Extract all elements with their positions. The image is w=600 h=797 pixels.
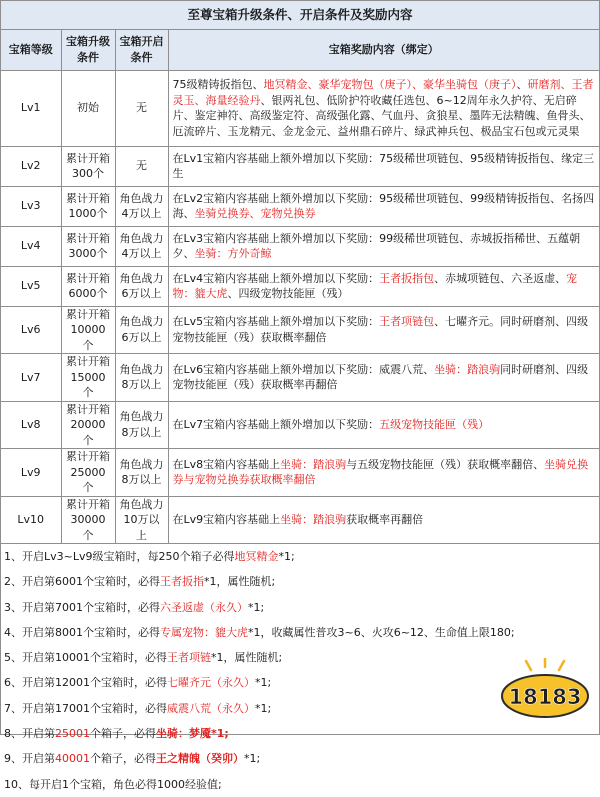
table-row (1, 70, 599, 146)
level-cell: Lv2 (1, 146, 61, 186)
table-row (1, 266, 599, 306)
level-cell: Lv3 (1, 186, 61, 226)
note-segment: *1; (255, 701, 272, 715)
reward-segment: 坐骑：踏浪驹 (280, 513, 347, 526)
note-segment: 5、开启第10001个宝箱时，必得 (4, 651, 167, 665)
open-condition-line: 角色战力 (119, 497, 164, 511)
note-segment: 专属宠物：貔大虎 (160, 625, 248, 639)
note-item (4, 772, 599, 797)
site-logo-18183 (499, 658, 591, 720)
note-segment: 4、开启第8001个宝箱时，必得 (4, 625, 160, 639)
reward-cell (168, 186, 599, 226)
table-row (1, 186, 599, 226)
reward-cell (168, 70, 599, 146)
upgrade-condition-cell (61, 449, 115, 497)
open-condition-cell (115, 306, 168, 354)
open-condition-line: 角色战力 (119, 315, 164, 329)
reward-segment: 坐骑兑换券、宠物兑换券 (194, 207, 316, 220)
upgrade-condition-line: 6000个 (68, 287, 108, 300)
level-cell: Lv1 (1, 70, 61, 146)
reward-cell (168, 496, 599, 544)
upgrade-condition-cell (61, 146, 115, 186)
upgrade-condition-line: 25000个 (70, 465, 106, 494)
header-open (115, 30, 168, 70)
note-segment: 25001 (55, 727, 90, 741)
note-segment: 王者项链 (167, 651, 211, 665)
reward-segment: 、 (516, 78, 528, 91)
level-cell: Lv7 (1, 354, 61, 402)
reward-cell (168, 354, 599, 402)
table-row (1, 354, 599, 402)
open-condition-cell (115, 496, 168, 544)
note-segment: 40001 (55, 752, 90, 766)
note-segment: 2、开启第6001个宝箱时，必得 (4, 575, 160, 589)
open-condition-line: 8万以上 (121, 425, 162, 439)
note-item (4, 620, 599, 645)
reward-segment: 坐骑兑换券与宠物兑换券获取概率翻倍 (172, 457, 589, 487)
note-segment: 王者扳指 (160, 575, 204, 589)
page-title: 至尊宝箱升级条件、开启条件及奖励内容 (1, 1, 599, 30)
note-segment: *1; (278, 550, 295, 563)
note-segment: 10、每开启1个宝箱，角色必得1000经验值; (4, 777, 222, 791)
open-condition-line: 角色战力 (119, 457, 164, 471)
level-cell: Lv10 (1, 496, 61, 544)
note-segment: 个箱子，必得 (90, 727, 156, 741)
upgrade-condition-line: 累计开箱 (66, 497, 110, 511)
reward-segment: 在Lv5宝箱内容基础上额外增加以下奖励： (172, 315, 380, 329)
note-segment: *1; (255, 676, 272, 690)
note-item (4, 544, 599, 569)
reward-segment: 在Lv2宝箱内容基础上额外增加以下奖励：95级稀世项链包、99级精铸扳指包、名扬四海、 (172, 191, 595, 220)
header-open-line1: 宝箱开启 (119, 35, 164, 49)
reward-segment: 在Lv4宝箱内容基础上额外增加以下奖励： (172, 271, 380, 285)
table-row (1, 401, 599, 449)
upgrade-condition-line: 累计开箱 (66, 191, 110, 205)
reward-segment: 在Lv7宝箱内容基础上额外增加以下奖励： (172, 418, 380, 431)
open-condition-cell (115, 354, 168, 402)
reward-cell (168, 449, 599, 497)
upgrade-condition-cell (61, 266, 115, 306)
open-condition-line: 角色战力 (119, 231, 164, 245)
reward-segment: 五级宠物技能匣（残） (379, 418, 490, 431)
upgrade-condition-line: 初始 (77, 101, 99, 115)
note-item (4, 595, 599, 620)
reward-segment: 同时研磨剂、四级宠物技能匣（残）获取概率再翻倍 (172, 362, 589, 392)
table-row (1, 306, 599, 354)
reward-segment: 在Lv9宝箱内容基础上 (172, 513, 281, 526)
upgrade-condition-cell (61, 306, 115, 354)
table-row (1, 146, 599, 186)
open-condition-cell (115, 266, 168, 306)
upgrade-condition-line: 20000个 (70, 418, 106, 447)
note-segment: 8、开启第 (4, 727, 55, 741)
open-condition-line: 4万以上 (121, 247, 162, 260)
note-segment: 3、开启第7001个宝箱时，必得 (4, 600, 160, 614)
level-table (1, 30, 599, 544)
header-reward: 宝箱奖励内容（绑定） (168, 30, 599, 70)
reward-segment: 、四级宠物技能匣（残） (227, 287, 349, 300)
upgrade-condition-line: 累计开箱 (66, 151, 110, 165)
upgrade-condition-line: 1000个 (68, 207, 108, 220)
open-condition-cell (115, 449, 168, 497)
reward-segment: 75级精铸扳指包、 (172, 78, 264, 91)
open-condition-line: 角色战力 (119, 271, 164, 285)
level-cell: Lv6 (1, 306, 61, 354)
open-condition-cell (115, 401, 168, 449)
reward-cell (168, 401, 599, 449)
note-segment: *1; (244, 752, 261, 766)
reward-segment: 、银两礼包、低阶护符收藏任选包、6~12周年永久护符、无启碎片、鉴定神符、高级鉴定符、高级强化露、气血丹、贪狼星、墨阵无法精魄、鱼骨头、厄流碎片、玉龙精元、金龙金元、益州鼎石碎片、绿武神兵包、极品宝石包或元灵果 (172, 93, 591, 138)
upgrade-condition-cell (61, 496, 115, 544)
reward-segment: 、七曜齐元。同时研磨剂、四级宠物技能匣（残）获取概率翻倍 (172, 315, 589, 344)
reward-cell (168, 306, 599, 354)
upgrade-condition-line: 累计开箱 (66, 307, 110, 321)
reward-segment: 坐骑：踏浪驹 (434, 362, 501, 376)
open-condition-cell (115, 186, 168, 226)
note-segment: *1，属性随机; (204, 575, 276, 589)
upgrade-condition-cell (61, 401, 115, 449)
open-condition-cell (115, 70, 168, 146)
note-segment: 个箱子，必得 (90, 752, 156, 766)
note-segment: 地冥精金 (234, 550, 279, 563)
note-segment: 6、开启第12001个宝箱时，必得 (4, 676, 167, 690)
open-condition-line: 角色战力 (119, 362, 164, 376)
open-condition-cell (115, 226, 168, 266)
reward-segment: 获取概率再翻倍 (346, 513, 424, 526)
reward-segment: 在Lv1宝箱内容基础上额外增加以下奖励：75级稀世项链包、95级精铸扳指包、缘定三生 (172, 151, 595, 180)
note-segment: 七曜齐元（永久） (167, 676, 255, 690)
upgrade-condition-line: 累计开箱 (66, 231, 110, 245)
upgrade-condition-cell (61, 354, 115, 402)
upgrade-condition-line: 累计开箱 (66, 271, 110, 285)
open-condition-line: 4万以上 (121, 207, 162, 220)
note-segment: 9、开启第 (4, 752, 55, 766)
upgrade-condition-line: 15000个 (70, 370, 106, 399)
note-segment: 六圣返虚（永久） (160, 600, 248, 614)
level-cell: Lv5 (1, 266, 61, 306)
upgrade-condition-line: 30000个 (70, 513, 106, 542)
upgrade-condition-cell (61, 70, 115, 146)
open-condition-line: 10万以上 (123, 513, 160, 542)
note-segment: 威震八荒（永久） (167, 701, 255, 715)
svg-text:18183: 18183 (508, 685, 582, 709)
note-item (4, 569, 599, 594)
header-upgrade-line1: 宝箱升级 (66, 35, 110, 49)
table-row (1, 449, 599, 497)
open-condition-cell (115, 146, 168, 186)
reward-segment: 宠物：貔大虎 (172, 271, 578, 300)
upgrade-condition-cell (61, 186, 115, 226)
reward-segment: 、赤城项链包、六圣返虚、 (434, 271, 567, 285)
note-segment: *1; (248, 600, 265, 614)
note-segment: *1，属性随机; (211, 651, 283, 665)
header-upgrade (61, 30, 115, 70)
reward-segment: 在Lv8宝箱内容基础上 (172, 457, 281, 471)
reward-cell (168, 226, 599, 266)
reward-segment: 王者扳指包 (379, 271, 435, 285)
upgrade-condition-line: 累计开箱 (66, 355, 110, 368)
upgrade-condition-line: 累计开箱 (66, 402, 110, 416)
open-condition-line: 8万以上 (121, 378, 162, 392)
open-condition-line: 6万以上 (121, 287, 162, 300)
open-condition-line: 角色战力 (119, 191, 164, 205)
upgrade-condition-line: 3000个 (68, 247, 108, 260)
open-condition-line: 无 (136, 101, 147, 115)
table-row (1, 226, 599, 266)
reward-segment: 地冥精金、豪华宠物包（庚子）、豪华坐骑包（庚子） (263, 78, 517, 91)
note-segment: 1、开启Lv3~Lv9级宝箱时，每250个箱子必得 (4, 550, 235, 563)
level-cell: Lv4 (1, 226, 61, 266)
upgrade-condition-line: 300个 (72, 167, 104, 180)
upgrade-condition-line: 累计开箱 (66, 450, 110, 463)
open-condition-line: 角色战力 (119, 410, 164, 424)
table-row (1, 496, 599, 544)
note-segment: *1，收藏属性普攻3~6、火攻6~12、生命值上限180; (248, 625, 515, 639)
reward-cell (168, 146, 599, 186)
reward-segment: 在Lv6宝箱内容基础上额外增加以下奖励：威震八荒、 (172, 362, 435, 376)
header-open-line2: 条件 (130, 50, 153, 64)
open-condition-line: 无 (136, 159, 147, 173)
upgrade-condition-cell (61, 226, 115, 266)
table-header-row (1, 30, 599, 70)
level-cell: Lv9 (1, 449, 61, 497)
note-segment: 7、开启第17001个宝箱时，必得 (4, 701, 167, 715)
reward-segment: 王者项链包 (379, 315, 435, 329)
reward-segment: 坐骑：踏浪驹 (280, 457, 347, 471)
reward-segment: 研磨剂、王者灵玉、海量经验丹 (172, 78, 594, 107)
open-condition-line: 6万以上 (121, 330, 162, 344)
note-item (4, 721, 599, 746)
level-cell: Lv8 (1, 401, 61, 449)
header-level: 宝箱等级 (1, 30, 61, 70)
reward-segment: 坐骑：方外奇鲸 (194, 247, 272, 260)
header-upgrade-line2: 条件 (77, 50, 99, 64)
upgrade-condition-line: 10000个 (70, 323, 106, 352)
reward-segment: 在Lv3宝箱内容基础上额外增加以下奖励：99级稀世项链包、赤城扳指稀世、五蕴朝夕、 (172, 231, 581, 260)
note-segment: 王之精魄（癸卯） (156, 752, 244, 766)
open-condition-line: 8万以上 (121, 473, 162, 487)
reward-segment: 与五级宠物技能匣（残）获取概率翻倍、 (346, 457, 545, 471)
note-segment: 坐骑：梦魇*1; (156, 727, 229, 741)
reward-cell (168, 266, 599, 306)
note-item (4, 746, 599, 771)
